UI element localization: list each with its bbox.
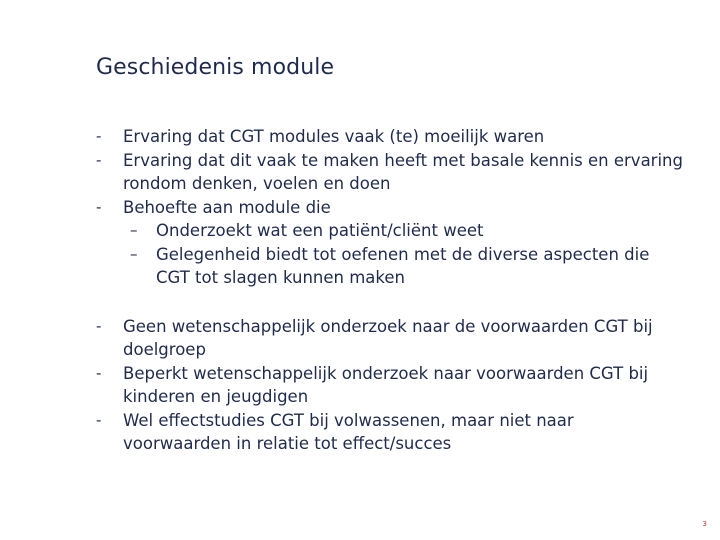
bullet-text: Geen wetenschappelijk onderzoek naar de voorwaarden CGT bij doelgroep	[123, 316, 653, 359]
spacer	[96, 290, 686, 315]
bullet-item	[96, 196, 686, 220]
bullet-item	[96, 315, 686, 362]
bullet-item	[96, 409, 686, 456]
page-number: 3	[702, 520, 707, 528]
bullet-dash: -	[96, 197, 102, 216]
bullet-text: Beperkt wetenschappelijk onderzoek naar voorwaarden CGT bij kinderen en jeugdigen	[123, 363, 649, 406]
bullet-text: Wel effectstudies CGT bij volwassenen, maar niet naar voorwaarden in relatie tot effect/succes	[123, 410, 574, 453]
bullet-text: Behoefte aan module die	[123, 197, 331, 217]
bullet-text: Ervaring dat dit vaak te maken heeft met basale kennis en ervaring rondom denken, voelen en doen	[123, 150, 683, 193]
bullet-dash: -	[96, 127, 102, 145]
bullet-dash: -	[96, 316, 102, 335]
bullet-text: Ervaring dat CGT modules vaak (te) moeilijk waren	[123, 127, 545, 146]
slide-title: Geschiedenis module	[96, 55, 335, 80]
sub-bullet-dash: –	[130, 244, 138, 263]
sub-bullet-item	[96, 219, 686, 243]
sub-bullet-dash: –	[130, 221, 138, 239]
bullet-dash: -	[96, 410, 102, 429]
bullet-item	[96, 149, 686, 196]
sub-bullet-item	[96, 243, 686, 290]
bullet-item	[96, 362, 686, 409]
bullet-list	[96, 125, 686, 456]
bullet-dash: -	[96, 150, 102, 169]
sub-bullet-text: Onderzoekt wat een patiënt/cliënt weet	[156, 221, 484, 240]
bullet-dash: -	[96, 363, 102, 382]
sub-bullet-text: Gelegenheid biedt tot oefenen met de diverse aspecten die CGT tot slagen kunnen maken	[156, 244, 650, 287]
bullet-item	[96, 125, 686, 149]
